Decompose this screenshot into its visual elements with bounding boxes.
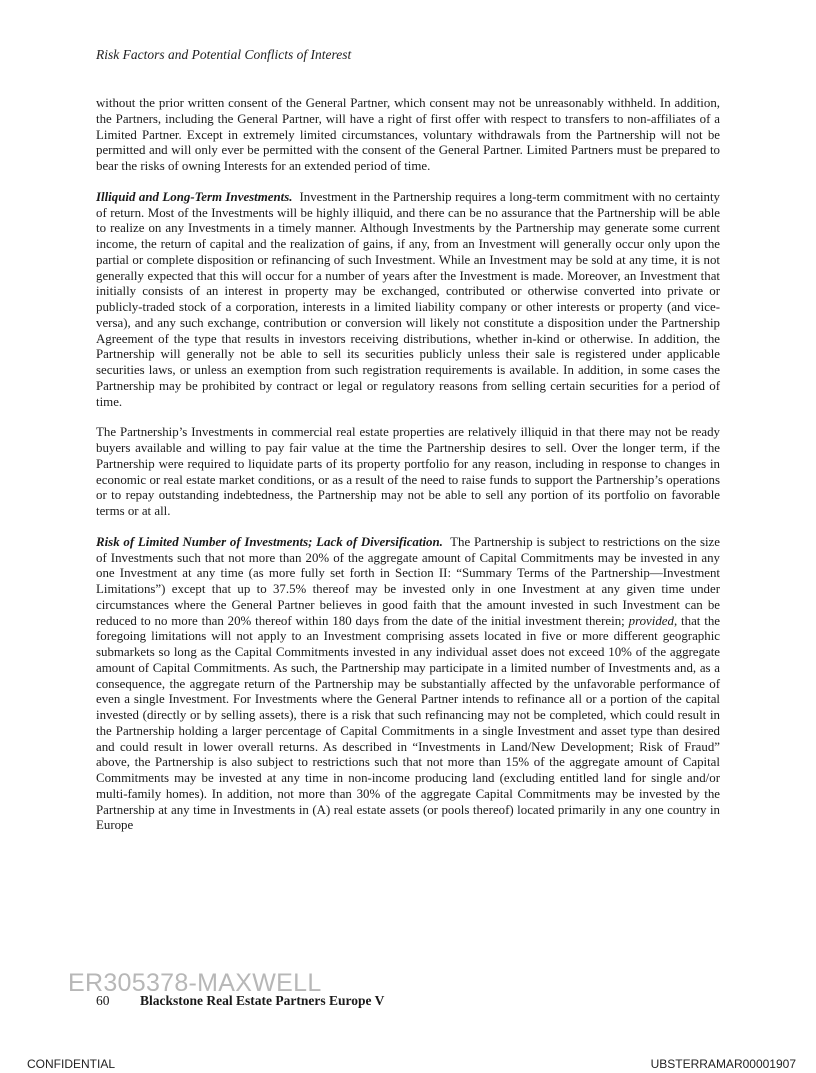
paragraph-transfer-restrictions xyxy=(96,96,720,175)
bates-watermark: ER305378-MAXWELL xyxy=(68,969,322,997)
document-body xyxy=(96,96,720,849)
running-header: Risk Factors and Potential Conflicts of Interest xyxy=(96,47,352,62)
paragraph-4-text-a: The Partnership is subject to restrictions on the size of Investments such that not more than 20% of the aggregate amount of Capital Commitments may be invested in any one Investment at any time (as more fully set forth in Section II: “Summary Terms of the Partnership—Investment Limitations”) except that up to 37.5% thereof may be invested only in one Investment at any given time under circumstances where the General Partner believes in good faith that the amount invested in such Investment can be reduced to no more than 20% thereof within 180 days from the date of the initial investment therein; xyxy=(96,534,721,628)
paragraph-limited-investments xyxy=(96,535,720,834)
paragraph-3-text: The Partnership’s Investments in commercial real estate properties are relatively illiquid in that there may not be ready buyers available and willing to pay fair value at the time the Partnership desires to sell. Over the longer term, if the Partnership were required to liquidate parts of its property portfolio for any reason, including in response to changes in economic or real estate market conditions, or as a result of the need to raise funds to support the Partnership’s operations or to repay outstanding indebtedness, the Partnership may not be able to sell any portion of its portfolio on favorable terms or at all. xyxy=(96,425,720,518)
bates-number: UBSTERRAMAR00001907 xyxy=(650,1057,796,1071)
paragraph-commercial-real-estate xyxy=(96,425,720,520)
confidential-label: CONFIDENTIAL xyxy=(27,1057,116,1071)
footer-title: Blackstone Real Estate Partners Europe V xyxy=(140,993,385,1008)
paragraph-2-text: Investment in the Partnership requires a long-term commitment with no certainty of return. Most of the Investments will be highly illiquid, and there can be no assurance that the Partnership will be able to realize on any Investments in a timely manner. Although Investments by the Partnership may generate some current income, the return of capital and the realization of gains, if any, from an Investment will generally occur only upon the partial or complete disposition or refinancing of such Investment. While an Investment may be sold at any time, it is not generally expected that this will occur for a number of years after the Investment is made. Moreover, an Investment that initially consists of an interest in property may be exchanged, contributed or otherwise converted into private or publicly-traded stock of a corporation, interests in a limited liability company or other interests or property (and vice-versa), and any such exchange, contribution or conversion will likely not constitute a disposition under the Partnership Agreement of the type that results in investors receiving distributions, whether in-kind or otherwise. In addition, the Partnership will generally not be able to sell its securities publicly unless their sale is registered under applicable securities laws, or unless an exemption from such registration requirements is available. In addition, in some cases the Partnership may be prohibited by contract or legal or regulatory reasons from selling certain securities for a period of time. xyxy=(96,189,721,409)
paragraph-illiquid-investments xyxy=(96,190,720,411)
paragraph-2-heading: Illiquid and Long-Term Investments. xyxy=(96,189,293,204)
paragraph-4-heading: Risk of Limited Number of Investments; Lack of Diversification. xyxy=(96,534,443,549)
page-footer xyxy=(96,993,384,1009)
paragraph-1-text: without the prior written consent of the General Partner, which consent may not be unreasonably withheld. In addition, the Partners, including the General Partner, will have a right of first offer with respect to transfers to non-affiliates of a Limited Partner. Except in extremely limited circumstances, voluntary withdrawals from the Partnership will not be permitted and will only ever be permitted with the consent of the General Partner. Limited Partners must be prepared to bear the risks of owning Interests for an extended period of time. xyxy=(96,96,720,173)
paragraph-4-emphasis: provided xyxy=(628,613,674,628)
paragraph-4-text-b: , that the foregoing limitations will not apply to an Investment comprising assets located in five or more different geographic submarkets so long as the Capital Commitments invested in any individual asset does not exceed 10% of the aggregate amount of Capital Commitments. As such, the Partnership may participate in a limited number of Investments and, as a consequence, the aggregate return of the Partnership may be substantially affected by the unfavorable performance of even a single Investment. For Investments where the General Partner intends to refinance all or a portion of the capital invested (directly or by selling assets), there is a risk that such refinancing may not be completed, which could result in the Partnership holding a larger percentage of Capital Commitments in a single Investment and asset type than desired and could result in lower overall returns. As described in “Investments in Land/New Development; Risk of Fraud” above, the Partnership is also subject to restrictions such that not more than 15% of the aggregate amount of Capital Commitments may be invested at any time in non-income producing land (excluding entitled land for single and/or multi-family homes). In addition, not more than 30% of the aggregate Capital Commitments may be invested by the Partnership at any time in Investments in (A) real estate assets (or pools thereof) located primarily in any one country in Europe xyxy=(96,613,720,833)
page-number: 60 xyxy=(96,993,110,1008)
